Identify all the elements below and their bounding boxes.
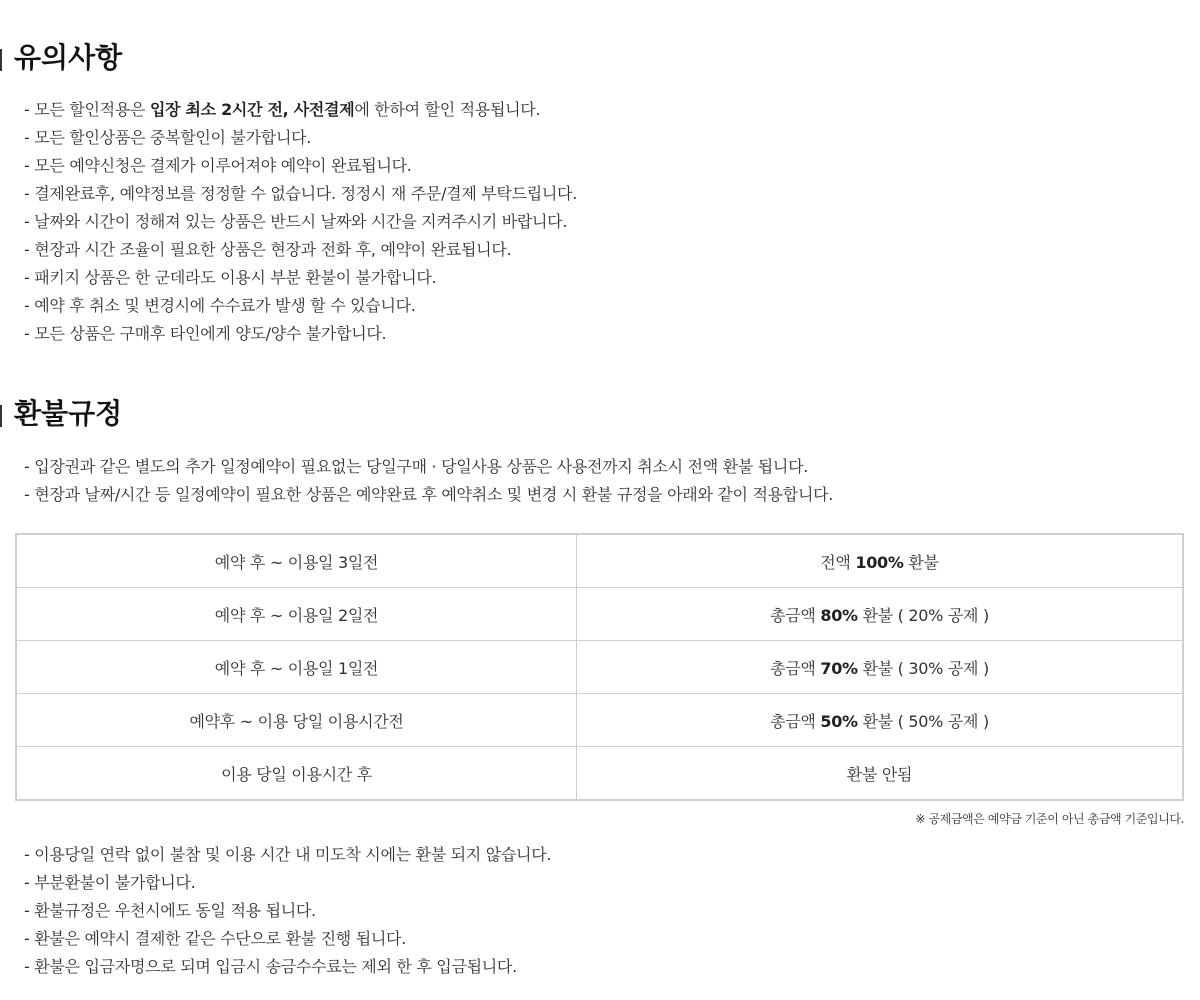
notice-emphasis: 입장 최소 2시간 전, 사전결제: [149, 100, 355, 119]
refund-rate-cell: 총금액 50% 환불 ( 50% 공제 ): [577, 694, 1184, 747]
notice-item: - 패키지 상품은 한 군데라도 이용시 부분 환불이 불가합니다.: [24, 268, 437, 287]
refund-section-title: 환불규정: [0, 396, 122, 432]
notice-item: - 현장과 시간 조율이 필요한 상품은 현장과 전화 후, 예약이 완료됩니다.: [24, 240, 512, 259]
table-row: [16, 534, 1183, 588]
period-cell: 예약 후 ~ 이용일 1일전: [16, 641, 577, 694]
refund-after-item: - 환불은 예약시 결제한 같은 수단으로 환불 진행 됩니다.: [24, 929, 406, 948]
period-cell: 예약 후 ~ 이용일 2일전: [16, 588, 577, 641]
refund-intro-list: [24, 453, 833, 509]
refund-rate-cell: 총금액 80% 환불 ( 20% 공제 ): [577, 588, 1184, 641]
notice-section-title: 유의사항: [0, 40, 122, 76]
notice-item: - 모든 할인상품은 중복할인이 불가합니다.: [24, 128, 312, 147]
notice-item: - 날짜와 시간이 정해져 있는 상품은 반드시 날짜와 시간을 지켜주시기 바랍니다.: [24, 212, 568, 231]
refund-after-item: - 환불은 입금자명으로 되며 입금시 송금수수료는 제외 한 후 입금됩니다.: [24, 957, 517, 976]
refund-percent: 100%: [855, 552, 904, 572]
notice-item: - 모든 상품은 구매후 타인에게 양도/양수 불가합니다.: [24, 324, 387, 343]
refund-intro-item: - 입장권과 같은 별도의 추가 일정예약이 필요없는 당일구매 · 당일사용 상품은 사용전까지 취소시 전액 환불 됩니다.: [24, 457, 809, 476]
period-cell: 예약후 ~ 이용 당일 이용시간전: [16, 694, 577, 747]
refund-after-item: - 환불규정은 우천시에도 동일 적용 됩니다.: [24, 901, 316, 920]
refund-after-item: - 부분환불이 불가합니다.: [24, 873, 196, 892]
deduction-note: ※ 공제금액은 예약금 기준이 아닌 총금액 기준입니다.: [915, 812, 1184, 826]
refund-percent: 50%: [820, 711, 858, 731]
notice-item: - 모든 예약신청은 결제가 이루어져야 예약이 완료됩니다.: [24, 156, 412, 175]
refund-after-list: [24, 841, 551, 981]
refund-rate-cell: 총금액 70% 환불 ( 30% 공제 ): [577, 641, 1184, 694]
table-row: [16, 588, 1183, 641]
notice-list: [24, 96, 577, 348]
table-row: [16, 694, 1183, 747]
period-cell: 이용 당일 이용시간 후: [16, 747, 577, 801]
notice-item: - 예약 후 취소 및 변경시에 수수료가 발생 할 수 있습니다.: [24, 296, 416, 315]
notice-item: - 모든 할인적용은 입장 최소 2시간 전, 사전결제에 한하여 할인 적용됩니다.: [24, 100, 541, 119]
refund-intro-item: - 현장과 날짜/시간 등 일정예약이 필요한 상품은 예약완료 후 예약취소 및 변경 시 환불 규정을 아래와 같이 적용합니다.: [24, 485, 834, 504]
refund-policy-table: [15, 533, 1184, 801]
notice-item: - 결제완료후, 예약정보를 정정할 수 없습니다. 정정시 재 주문/결제 부탁드립니다.: [24, 184, 577, 203]
refund-percent: 70%: [820, 658, 858, 678]
refund-rate-cell: 환불 안됨: [577, 747, 1184, 801]
refund-after-item: - 이용당일 연락 없이 불참 및 이용 시간 내 미도착 시에는 환불 되지 않습니다.: [24, 845, 552, 864]
table-row: [16, 641, 1183, 694]
refund-rate-cell: 전액 100% 환불: [577, 534, 1184, 588]
table-row: [16, 747, 1183, 801]
period-cell: 예약 후 ~ 이용일 3일전: [16, 534, 577, 588]
refund-percent: 80%: [820, 605, 858, 625]
